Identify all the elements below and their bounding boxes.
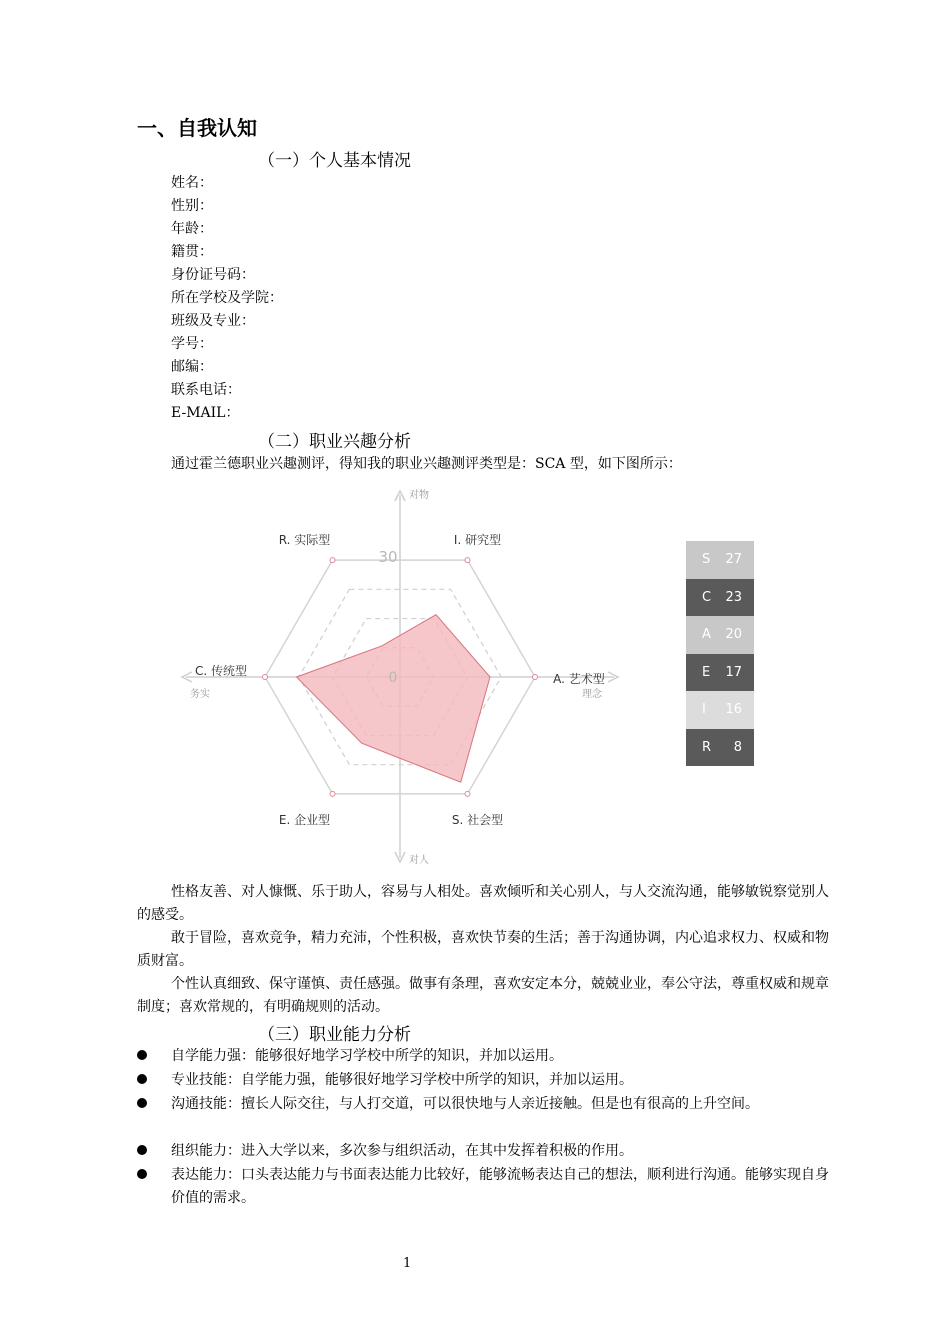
field-student-id: 学号： bbox=[171, 336, 213, 352]
direction-label-bottom: 对人 bbox=[409, 855, 429, 866]
field-id-number: 身份证号码： bbox=[171, 267, 255, 283]
legend-code: E bbox=[702, 664, 711, 680]
radar-vertex-dot bbox=[465, 558, 470, 563]
holland-radar-chart bbox=[180, 483, 620, 868]
field-school: 所在学校及学院： bbox=[171, 290, 283, 306]
personality-paragraph-3: 个性认真细致、保守谨慎、责任感强。做事有条理，喜欢安定本分，兢兢业业，奉公守法，尊重权威和规章制度；喜欢常规的，有明确规则的活动。 bbox=[137, 976, 829, 1015]
field-gender: 性别： bbox=[171, 198, 213, 214]
scale-label-min: 0 bbox=[388, 670, 398, 686]
list-item bbox=[137, 1093, 837, 1116]
list-item bbox=[137, 1164, 837, 1210]
axis-label-4: S. 社会型 bbox=[451, 812, 504, 827]
personality-paragraph-1: 性格友善、对人慷慨、乐于助人，容易与人相处。喜欢倾听和关心别人，与人交流沟通，能够敏锐察觉别人的感受。 bbox=[137, 884, 829, 923]
main-heading: 一、自我认知 bbox=[137, 116, 257, 140]
legend-code: R bbox=[702, 739, 712, 755]
field-email: E-MAIL： bbox=[171, 405, 240, 421]
field-age: 年龄： bbox=[171, 221, 213, 237]
radar-data-area bbox=[297, 615, 491, 783]
bullet-dot bbox=[137, 1145, 147, 1155]
field-class: 班级及专业： bbox=[171, 313, 255, 329]
list-item-text: 自学能力强：能够很好地学习学校中所学的知识，并加以运用。 bbox=[171, 1048, 563, 1064]
list-item bbox=[137, 1045, 837, 1068]
list-item-text: 表达能力：口头表达能力与书面表达能力比较好，能够流畅表达自己的想法，顺利进行沟通。能够实现自身价值的需求。 bbox=[171, 1167, 829, 1206]
list-item-text: 专业技能：自学能力强，能够很好地学习学校中所学的知识，并加以运用。 bbox=[171, 1072, 633, 1088]
list-item bbox=[137, 1140, 837, 1163]
legend-row-e bbox=[686, 654, 754, 692]
scale-label-max: 30 bbox=[378, 548, 398, 566]
legend-value: 27 bbox=[725, 552, 742, 568]
direction-label-top: 对物 bbox=[409, 490, 429, 501]
personality-paragraph-2: 敢于冒险，喜欢竞争，精力充沛，个性积极，喜欢快节奏的生活；善于沟通协调，内心追求权力、权威和物质财富。 bbox=[137, 930, 829, 969]
bullet-dot bbox=[137, 1169, 147, 1179]
legend-row-a bbox=[686, 616, 754, 654]
axis-label-5: E. 企业型 bbox=[278, 812, 331, 827]
legend-row-s bbox=[686, 541, 754, 579]
radar-vertex-dot bbox=[330, 791, 335, 796]
radar-vertex-dot bbox=[465, 791, 470, 796]
field-name: 姓名： bbox=[171, 175, 213, 191]
legend-value: 16 bbox=[725, 702, 742, 718]
direction-label-right: 理念 bbox=[582, 689, 602, 700]
bullet-dot bbox=[137, 1098, 147, 1108]
radar-vertex-dot bbox=[533, 675, 538, 680]
legend-code: I bbox=[702, 702, 706, 718]
axis-label-3: A. 艺术型 bbox=[553, 672, 605, 686]
legend-code: C bbox=[702, 589, 712, 605]
bullet-dot bbox=[137, 1074, 147, 1084]
section1-title: （一）个人基本情况 bbox=[258, 151, 411, 171]
section3-title: （三）职业能力分析 bbox=[258, 1025, 411, 1045]
field-postcode: 邮编： bbox=[171, 359, 213, 375]
section2-title: （二）职业兴趣分析 bbox=[258, 432, 411, 452]
list-item-text: 沟通技能：擅长人际交往，与人打交道，可以很快地与人亲近接触。但是也有很高的上升空间。 bbox=[171, 1096, 759, 1112]
legend-value: 17 bbox=[725, 664, 742, 680]
legend-row-r bbox=[686, 729, 754, 767]
score-legend bbox=[686, 541, 754, 766]
direction-label-left: 务实 bbox=[190, 689, 210, 700]
legend-code: A bbox=[702, 627, 711, 643]
radar-vertex-dot bbox=[330, 558, 335, 563]
legend-code: S bbox=[702, 552, 711, 568]
page-number: 1 bbox=[403, 1256, 412, 1271]
legend-value: 8 bbox=[733, 739, 742, 755]
axis-label-2: I. 研究型 bbox=[453, 533, 502, 548]
legend-value: 23 bbox=[725, 589, 742, 605]
field-hometown: 籍贯： bbox=[171, 244, 213, 260]
axis-label-6: C. 传统型 bbox=[194, 664, 248, 678]
axis-label-1: R. 实际型 bbox=[278, 533, 331, 548]
radar-vertex-dot bbox=[263, 675, 268, 680]
field-phone: 联系电话： bbox=[171, 382, 241, 398]
legend-row-i bbox=[686, 691, 754, 729]
list-item-text: 组织能力：进入大学以来，多次参与组织活动，在其中发挥着积极的作用。 bbox=[171, 1143, 633, 1159]
list-item bbox=[137, 1069, 837, 1092]
legend-row-c bbox=[686, 579, 754, 617]
section2-intro: 通过霍兰德职业兴趣测评，得知我的职业兴趣测评类型是：SCA 型，如下图所示： bbox=[171, 456, 682, 472]
legend-value: 20 bbox=[725, 627, 742, 643]
bullet-dot bbox=[137, 1050, 147, 1060]
